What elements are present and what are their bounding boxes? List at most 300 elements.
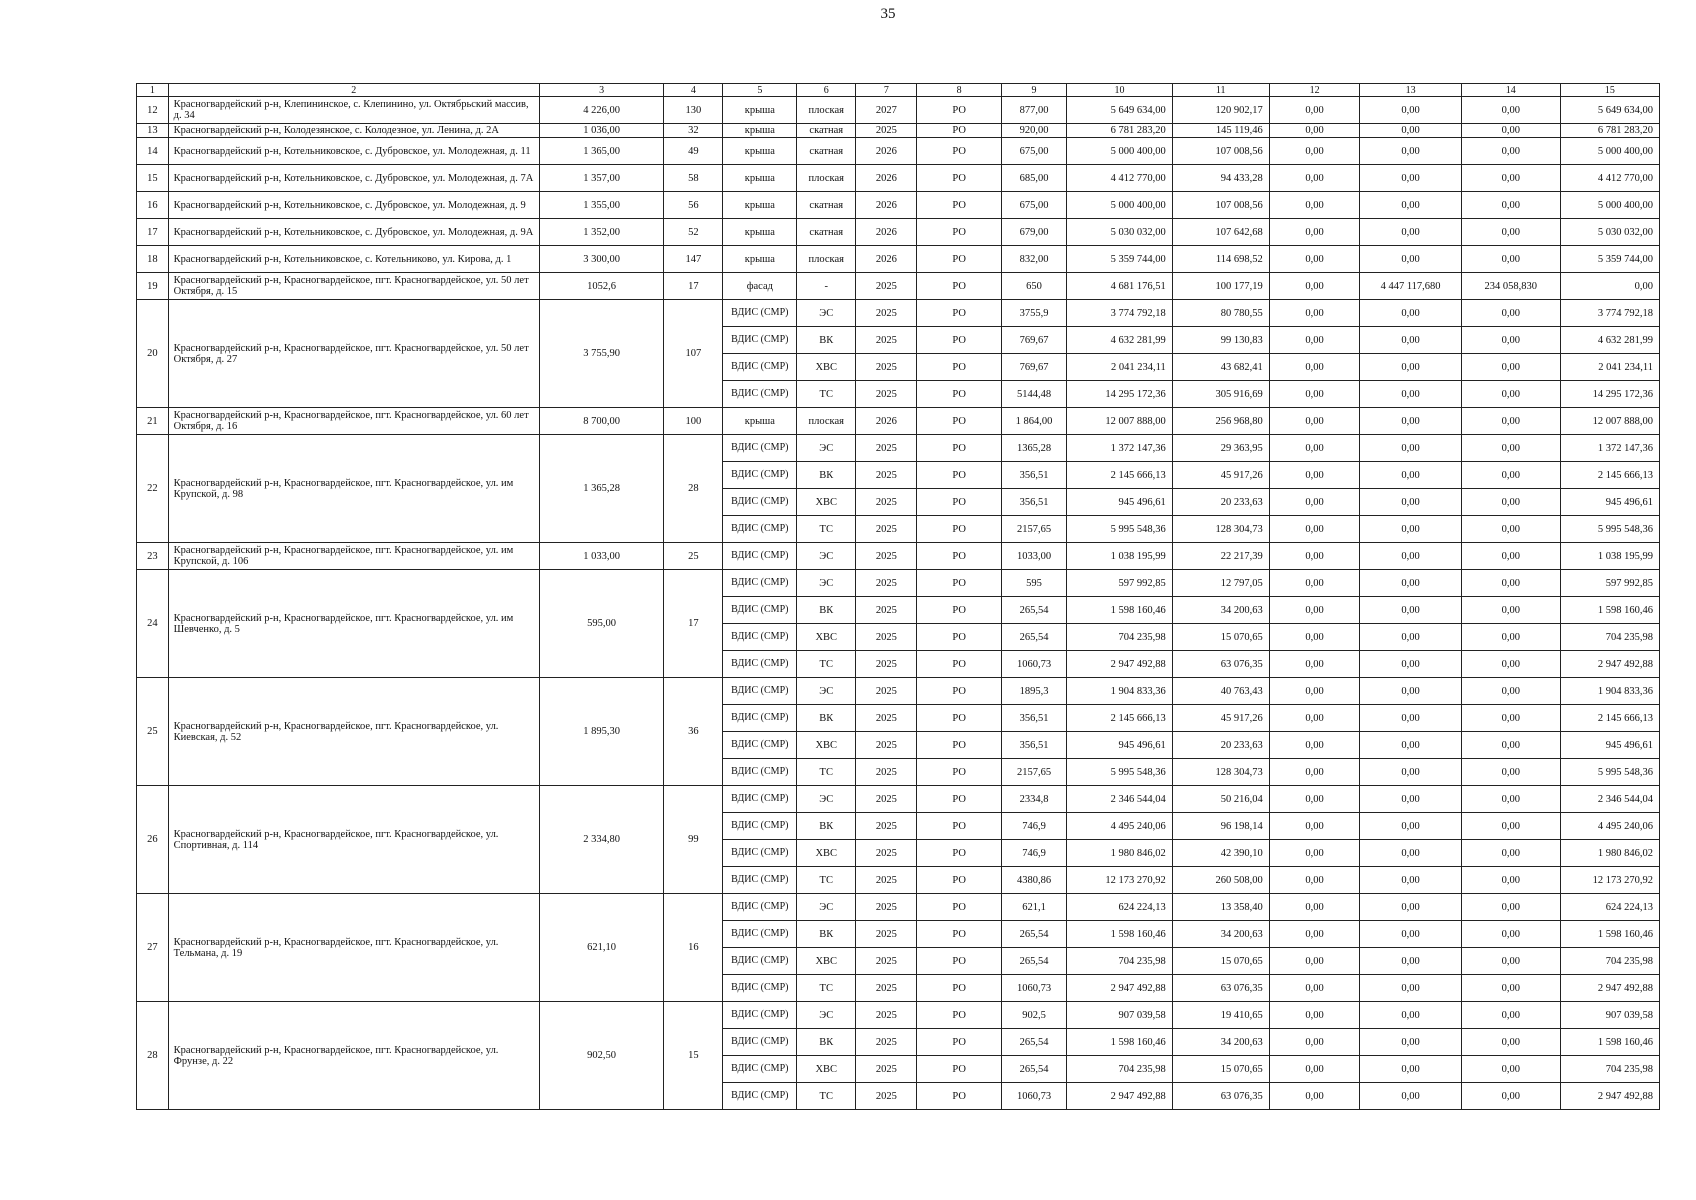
row-number-cell: 15 — [137, 165, 169, 192]
work-subtype-cell: ТС — [797, 516, 856, 543]
column-number-cell: 9 — [1001, 84, 1066, 97]
address-cell: Красногвардейский р-н, Котельниковское, с. Дубровское, ул. Молодежная, д. 11 — [168, 138, 539, 165]
col14-cell: 0,00 — [1461, 894, 1560, 921]
column-number-cell: 15 — [1560, 84, 1659, 97]
total-cell: 2 041 234,11 — [1560, 354, 1659, 381]
unit-cost-cell: 45 917,26 — [1172, 705, 1269, 732]
fund-cell: РО — [917, 354, 1001, 381]
residents-cell: 16 — [664, 894, 723, 1002]
work-subtype-cell: ВК — [797, 1029, 856, 1056]
column-number-cell: 4 — [664, 84, 723, 97]
area-cell: 3 755,90 — [539, 300, 663, 408]
volume-cell: 595 — [1001, 570, 1066, 597]
column-number-cell: 5 — [723, 84, 797, 97]
work-type-cell: ВДИС (СМР) — [723, 894, 797, 921]
col14-cell: 0,00 — [1461, 219, 1560, 246]
col12-cell: 0,00 — [1269, 354, 1360, 381]
address-cell: Красногвардейский р-н, Котельниковское, с. Котельниково, ул. Кирова, д. 1 — [168, 246, 539, 273]
work-subtype-cell: - — [797, 273, 856, 300]
col13-cell: 0,00 — [1360, 1002, 1461, 1029]
year-cell: 2025 — [856, 489, 917, 516]
year-cell: 2026 — [856, 138, 917, 165]
col13-cell: 0,00 — [1360, 124, 1461, 138]
table-row — [137, 273, 1660, 300]
col14-cell: 0,00 — [1461, 97, 1560, 124]
residents-cell: 52 — [664, 219, 723, 246]
area-cell: 1 355,00 — [539, 192, 663, 219]
cost-cell: 945 496,61 — [1067, 732, 1172, 759]
year-cell: 2026 — [856, 408, 917, 435]
total-cell: 4 495 240,06 — [1560, 813, 1659, 840]
unit-cost-cell: 34 200,63 — [1172, 1029, 1269, 1056]
col14-cell: 0,00 — [1461, 1029, 1560, 1056]
area-cell: 1 033,00 — [539, 543, 663, 570]
work-type-cell: ВДИС (СМР) — [723, 1029, 797, 1056]
address-cell: Красногвардейский р-н, Красногвардейское, пгт. Красногвардейское, ул. 60 лет Октября, д. 16 — [168, 408, 539, 435]
year-cell: 2025 — [856, 516, 917, 543]
table-row — [137, 300, 1660, 327]
col14-cell: 0,00 — [1461, 975, 1560, 1002]
year-cell: 2025 — [856, 354, 917, 381]
area-cell: 1 365,28 — [539, 435, 663, 543]
col14-cell: 0,00 — [1461, 489, 1560, 516]
col13-cell: 0,00 — [1360, 462, 1461, 489]
fund-cell: РО — [917, 489, 1001, 516]
col13-cell: 0,00 — [1360, 651, 1461, 678]
col14-cell: 234 058,830 — [1461, 273, 1560, 300]
cost-cell: 945 496,61 — [1067, 489, 1172, 516]
residents-cell: 15 — [664, 1002, 723, 1110]
cost-cell: 5 995 548,36 — [1067, 516, 1172, 543]
row-number-cell: 24 — [137, 570, 169, 678]
fund-cell: РО — [917, 759, 1001, 786]
total-cell: 4 412 770,00 — [1560, 165, 1659, 192]
column-number-cell: 14 — [1461, 84, 1560, 97]
work-subtype-cell: ХВС — [797, 840, 856, 867]
unit-cost-cell: 107 008,56 — [1172, 138, 1269, 165]
cost-cell: 5 030 032,00 — [1067, 219, 1172, 246]
col14-cell: 0,00 — [1461, 705, 1560, 732]
work-subtype-cell: ХВС — [797, 624, 856, 651]
year-cell: 2025 — [856, 300, 917, 327]
capital-repair-table — [136, 83, 1660, 1110]
year-cell: 2025 — [856, 273, 917, 300]
col12-cell: 0,00 — [1269, 516, 1360, 543]
table-row — [137, 138, 1660, 165]
work-subtype-cell: скатная — [797, 192, 856, 219]
col14-cell: 0,00 — [1461, 543, 1560, 570]
table-row — [137, 1002, 1660, 1029]
unit-cost-cell: 34 200,63 — [1172, 597, 1269, 624]
col13-cell: 0,00 — [1360, 840, 1461, 867]
work-subtype-cell: плоская — [797, 165, 856, 192]
year-cell: 2025 — [856, 732, 917, 759]
volume-cell: 1033,00 — [1001, 543, 1066, 570]
unit-cost-cell: 100 177,19 — [1172, 273, 1269, 300]
work-subtype-cell: ЭС — [797, 435, 856, 462]
fund-cell: РО — [917, 1029, 1001, 1056]
work-type-cell: ВДИС (СМР) — [723, 732, 797, 759]
col12-cell: 0,00 — [1269, 489, 1360, 516]
work-type-cell: ВДИС (СМР) — [723, 813, 797, 840]
unit-cost-cell: 15 070,65 — [1172, 1056, 1269, 1083]
fund-cell: РО — [917, 1083, 1001, 1110]
col13-cell: 0,00 — [1360, 813, 1461, 840]
row-number-cell: 12 — [137, 97, 169, 124]
col13-cell: 0,00 — [1360, 138, 1461, 165]
column-number-cell: 10 — [1067, 84, 1172, 97]
table-row — [137, 570, 1660, 597]
residents-cell: 49 — [664, 138, 723, 165]
fund-cell: РО — [917, 651, 1001, 678]
unit-cost-cell: 13 358,40 — [1172, 894, 1269, 921]
work-subtype-cell: скатная — [797, 219, 856, 246]
work-subtype-cell: ТС — [797, 381, 856, 408]
fund-cell: РО — [917, 1056, 1001, 1083]
volume-cell: 356,51 — [1001, 705, 1066, 732]
col12-cell: 0,00 — [1269, 273, 1360, 300]
work-subtype-cell: ХВС — [797, 1056, 856, 1083]
total-cell: 14 295 172,36 — [1560, 381, 1659, 408]
fund-cell: РО — [917, 462, 1001, 489]
col13-cell: 0,00 — [1360, 948, 1461, 975]
address-cell: Красногвардейский р-н, Красногвардейское, пгт. Красногвардейское, ул. 50 лет Октября, д. 15 — [168, 273, 539, 300]
total-cell: 5 359 744,00 — [1560, 246, 1659, 273]
unit-cost-cell: 145 119,46 — [1172, 124, 1269, 138]
col12-cell: 0,00 — [1269, 246, 1360, 273]
col12-cell: 0,00 — [1269, 921, 1360, 948]
row-number-cell: 21 — [137, 408, 169, 435]
work-type-cell: крыша — [723, 97, 797, 124]
volume-cell: 3755,9 — [1001, 300, 1066, 327]
residents-cell: 17 — [664, 570, 723, 678]
unit-cost-cell: 12 797,05 — [1172, 570, 1269, 597]
col13-cell: 0,00 — [1360, 192, 1461, 219]
work-type-cell: ВДИС (СМР) — [723, 1056, 797, 1083]
work-type-cell: ВДИС (СМР) — [723, 759, 797, 786]
col12-cell: 0,00 — [1269, 408, 1360, 435]
col12-cell: 0,00 — [1269, 840, 1360, 867]
column-number-cell: 2 — [168, 84, 539, 97]
work-type-cell: крыша — [723, 246, 797, 273]
col12-cell: 0,00 — [1269, 948, 1360, 975]
total-cell: 624 224,13 — [1560, 894, 1659, 921]
cost-cell: 624 224,13 — [1067, 894, 1172, 921]
col13-cell: 0,00 — [1360, 381, 1461, 408]
year-cell: 2025 — [856, 867, 917, 894]
cost-cell: 1 038 195,99 — [1067, 543, 1172, 570]
work-type-cell: ВДИС (СМР) — [723, 1083, 797, 1110]
total-cell: 5 000 400,00 — [1560, 192, 1659, 219]
cost-cell: 5 649 634,00 — [1067, 97, 1172, 124]
total-cell: 2 947 492,88 — [1560, 1083, 1659, 1110]
year-cell: 2025 — [856, 813, 917, 840]
fund-cell: РО — [917, 1002, 1001, 1029]
area-cell: 1 895,30 — [539, 678, 663, 786]
row-number-cell: 26 — [137, 786, 169, 894]
cost-cell: 704 235,98 — [1067, 1056, 1172, 1083]
cost-cell: 5 359 744,00 — [1067, 246, 1172, 273]
fund-cell: РО — [917, 840, 1001, 867]
unit-cost-cell: 256 968,80 — [1172, 408, 1269, 435]
area-cell: 621,10 — [539, 894, 663, 1002]
volume-cell: 1060,73 — [1001, 651, 1066, 678]
work-subtype-cell: ВК — [797, 327, 856, 354]
work-type-cell: ВДИС (СМР) — [723, 381, 797, 408]
table-row — [137, 124, 1660, 138]
residents-cell: 25 — [664, 543, 723, 570]
work-subtype-cell: ХВС — [797, 732, 856, 759]
fund-cell: РО — [917, 570, 1001, 597]
column-number-cell: 1 — [137, 84, 169, 97]
column-number-cell: 13 — [1360, 84, 1461, 97]
year-cell: 2025 — [856, 1083, 917, 1110]
work-subtype-cell: ЭС — [797, 300, 856, 327]
unit-cost-cell: 94 433,28 — [1172, 165, 1269, 192]
total-cell: 945 496,61 — [1560, 489, 1659, 516]
unit-cost-cell: 128 304,73 — [1172, 759, 1269, 786]
year-cell: 2025 — [856, 1002, 917, 1029]
fund-cell: РО — [917, 327, 1001, 354]
fund-cell: РО — [917, 192, 1001, 219]
area-cell: 2 334,80 — [539, 786, 663, 894]
fund-cell: РО — [917, 300, 1001, 327]
work-type-cell: ВДИС (СМР) — [723, 840, 797, 867]
col12-cell: 0,00 — [1269, 300, 1360, 327]
address-cell: Красногвардейский р-н, Красногвардейское, пгт. Красногвардейское, ул. Спортивная, д. 114 — [168, 786, 539, 894]
cost-cell: 4 681 176,51 — [1067, 273, 1172, 300]
residents-cell: 100 — [664, 408, 723, 435]
fund-cell: РО — [917, 543, 1001, 570]
column-number-cell: 3 — [539, 84, 663, 97]
residents-cell: 36 — [664, 678, 723, 786]
year-cell: 2025 — [856, 570, 917, 597]
col13-cell: 0,00 — [1360, 786, 1461, 813]
year-cell: 2025 — [856, 543, 917, 570]
col12-cell: 0,00 — [1269, 759, 1360, 786]
col12-cell: 0,00 — [1269, 138, 1360, 165]
unit-cost-cell: 260 508,00 — [1172, 867, 1269, 894]
work-type-cell: ВДИС (СМР) — [723, 948, 797, 975]
unit-cost-cell: 15 070,65 — [1172, 948, 1269, 975]
total-cell: 5 995 548,36 — [1560, 516, 1659, 543]
col13-cell: 0,00 — [1360, 354, 1461, 381]
col12-cell: 0,00 — [1269, 624, 1360, 651]
cost-cell: 4 495 240,06 — [1067, 813, 1172, 840]
total-cell: 1 598 160,46 — [1560, 921, 1659, 948]
unit-cost-cell: 63 076,35 — [1172, 1083, 1269, 1110]
volume-cell: 685,00 — [1001, 165, 1066, 192]
col12-cell: 0,00 — [1269, 732, 1360, 759]
work-type-cell: крыша — [723, 219, 797, 246]
address-cell: Красногвардейский р-н, Красногвардейское, пгт. Красногвардейское, ул. 50 лет Октября, д. 27 — [168, 300, 539, 408]
table-row — [137, 192, 1660, 219]
unit-cost-cell: 20 233,63 — [1172, 489, 1269, 516]
total-cell: 12 007 888,00 — [1560, 408, 1659, 435]
fund-cell: РО — [917, 273, 1001, 300]
work-subtype-cell: ВК — [797, 813, 856, 840]
year-cell: 2025 — [856, 1029, 917, 1056]
col13-cell: 0,00 — [1360, 921, 1461, 948]
cost-cell: 12 173 270,92 — [1067, 867, 1172, 894]
work-type-cell: крыша — [723, 192, 797, 219]
work-subtype-cell: ТС — [797, 759, 856, 786]
cost-cell: 2 346 544,04 — [1067, 786, 1172, 813]
total-cell: 945 496,61 — [1560, 732, 1659, 759]
col13-cell: 4 447 117,680 — [1360, 273, 1461, 300]
total-cell: 597 992,85 — [1560, 570, 1659, 597]
total-cell: 2 947 492,88 — [1560, 651, 1659, 678]
residents-cell: 99 — [664, 786, 723, 894]
table-body — [137, 84, 1660, 1110]
fund-cell: РО — [917, 894, 1001, 921]
total-cell: 2 346 544,04 — [1560, 786, 1659, 813]
work-subtype-cell: ТС — [797, 1083, 856, 1110]
residents-cell: 107 — [664, 300, 723, 408]
fund-cell: РО — [917, 381, 1001, 408]
page-number: 35 — [880, 6, 896, 22]
col14-cell: 0,00 — [1461, 1002, 1560, 1029]
work-type-cell: ВДИС (СМР) — [723, 651, 797, 678]
cost-cell: 4 412 770,00 — [1067, 165, 1172, 192]
year-cell: 2025 — [856, 894, 917, 921]
area-cell: 1 357,00 — [539, 165, 663, 192]
area-cell: 902,50 — [539, 1002, 663, 1110]
year-cell: 2025 — [856, 624, 917, 651]
col14-cell: 0,00 — [1461, 651, 1560, 678]
total-cell: 1 598 160,46 — [1560, 1029, 1659, 1056]
volume-cell: 265,54 — [1001, 1056, 1066, 1083]
volume-cell: 675,00 — [1001, 138, 1066, 165]
work-subtype-cell: плоская — [797, 408, 856, 435]
col13-cell: 0,00 — [1360, 759, 1461, 786]
fund-cell: РО — [917, 435, 1001, 462]
work-subtype-cell: плоская — [797, 246, 856, 273]
table-row — [137, 408, 1660, 435]
col14-cell: 0,00 — [1461, 435, 1560, 462]
table-row — [137, 246, 1660, 273]
col12-cell: 0,00 — [1269, 867, 1360, 894]
work-type-cell: ВДИС (СМР) — [723, 705, 797, 732]
col14-cell: 0,00 — [1461, 192, 1560, 219]
work-type-cell: крыша — [723, 138, 797, 165]
total-cell: 5 000 400,00 — [1560, 138, 1659, 165]
table-row — [137, 219, 1660, 246]
unit-cost-cell: 305 916,69 — [1172, 381, 1269, 408]
unit-cost-cell: 114 698,52 — [1172, 246, 1269, 273]
col14-cell: 0,00 — [1461, 516, 1560, 543]
col12-cell: 0,00 — [1269, 570, 1360, 597]
col12-cell: 0,00 — [1269, 1056, 1360, 1083]
volume-cell: 679,00 — [1001, 219, 1066, 246]
col13-cell: 0,00 — [1360, 435, 1461, 462]
residents-cell: 56 — [664, 192, 723, 219]
area-cell: 595,00 — [539, 570, 663, 678]
address-cell: Красногвардейский р-н, Красногвардейское, пгт. Красногвардейское, ул. Киевская, д. 52 — [168, 678, 539, 786]
volume-cell: 1895,3 — [1001, 678, 1066, 705]
fund-cell: РО — [917, 219, 1001, 246]
col14-cell: 0,00 — [1461, 138, 1560, 165]
total-cell: 1 904 833,36 — [1560, 678, 1659, 705]
fund-cell: РО — [917, 732, 1001, 759]
unit-cost-cell: 120 902,17 — [1172, 97, 1269, 124]
unit-cost-cell: 63 076,35 — [1172, 975, 1269, 1002]
address-cell: Красногвардейский р-н, Котельниковское, с. Дубровское, ул. Молодежная, д. 9А — [168, 219, 539, 246]
work-subtype-cell: ТС — [797, 975, 856, 1002]
work-subtype-cell: ВК — [797, 597, 856, 624]
cost-cell: 1 598 160,46 — [1067, 1029, 1172, 1056]
unit-cost-cell: 107 642,68 — [1172, 219, 1269, 246]
col12-cell: 0,00 — [1269, 381, 1360, 408]
total-cell: 1 980 846,02 — [1560, 840, 1659, 867]
col14-cell: 0,00 — [1461, 597, 1560, 624]
year-cell: 2025 — [856, 124, 917, 138]
address-cell: Красногвардейский р-н, Котельниковское, с. Дубровское, ул. Молодежная, д. 7А — [168, 165, 539, 192]
work-type-cell: ВДИС (СМР) — [723, 570, 797, 597]
fund-cell: РО — [917, 138, 1001, 165]
row-number-cell: 27 — [137, 894, 169, 1002]
work-subtype-cell: ЭС — [797, 678, 856, 705]
col14-cell: 0,00 — [1461, 867, 1560, 894]
row-number-cell: 25 — [137, 678, 169, 786]
col12-cell: 0,00 — [1269, 894, 1360, 921]
work-type-cell: ВДИС (СМР) — [723, 597, 797, 624]
work-type-cell: ВДИС (СМР) — [723, 678, 797, 705]
unit-cost-cell: 40 763,43 — [1172, 678, 1269, 705]
row-number-cell: 23 — [137, 543, 169, 570]
col13-cell: 0,00 — [1360, 408, 1461, 435]
volume-cell: 769,67 — [1001, 327, 1066, 354]
cost-cell: 3 774 792,18 — [1067, 300, 1172, 327]
volume-cell: 675,00 — [1001, 192, 1066, 219]
col12-cell: 0,00 — [1269, 975, 1360, 1002]
col12-cell: 0,00 — [1269, 1029, 1360, 1056]
work-type-cell: фасад — [723, 273, 797, 300]
year-cell: 2025 — [856, 327, 917, 354]
col13-cell: 0,00 — [1360, 894, 1461, 921]
cost-cell: 1 980 846,02 — [1067, 840, 1172, 867]
fund-cell: РО — [917, 813, 1001, 840]
work-subtype-cell: ХВС — [797, 948, 856, 975]
work-type-cell: ВДИС (СМР) — [723, 516, 797, 543]
area-cell: 4 226,00 — [539, 97, 663, 124]
col12-cell: 0,00 — [1269, 1002, 1360, 1029]
work-type-cell: ВДИС (СМР) — [723, 462, 797, 489]
cost-cell: 704 235,98 — [1067, 624, 1172, 651]
work-subtype-cell: плоская — [797, 97, 856, 124]
col14-cell: 0,00 — [1461, 124, 1560, 138]
work-type-cell: крыша — [723, 124, 797, 138]
total-cell: 1 038 195,99 — [1560, 543, 1659, 570]
row-number-cell: 13 — [137, 124, 169, 138]
volume-cell: 1365,28 — [1001, 435, 1066, 462]
unit-cost-cell: 43 682,41 — [1172, 354, 1269, 381]
year-cell: 2025 — [856, 786, 917, 813]
table-row — [137, 894, 1660, 921]
work-type-cell: ВДИС (СМР) — [723, 354, 797, 381]
table-row — [137, 543, 1660, 570]
fund-cell: РО — [917, 516, 1001, 543]
volume-cell: 356,51 — [1001, 462, 1066, 489]
address-cell: Красногвардейский р-н, Красногвардейское, пгт. Красногвардейское, ул. Фрунзе, д. 22 — [168, 1002, 539, 1110]
work-type-cell: ВДИС (СМР) — [723, 435, 797, 462]
year-cell: 2025 — [856, 975, 917, 1002]
cost-cell: 597 992,85 — [1067, 570, 1172, 597]
year-cell: 2026 — [856, 192, 917, 219]
volume-cell: 746,9 — [1001, 813, 1066, 840]
col13-cell: 0,00 — [1360, 705, 1461, 732]
volume-cell: 902,5 — [1001, 1002, 1066, 1029]
